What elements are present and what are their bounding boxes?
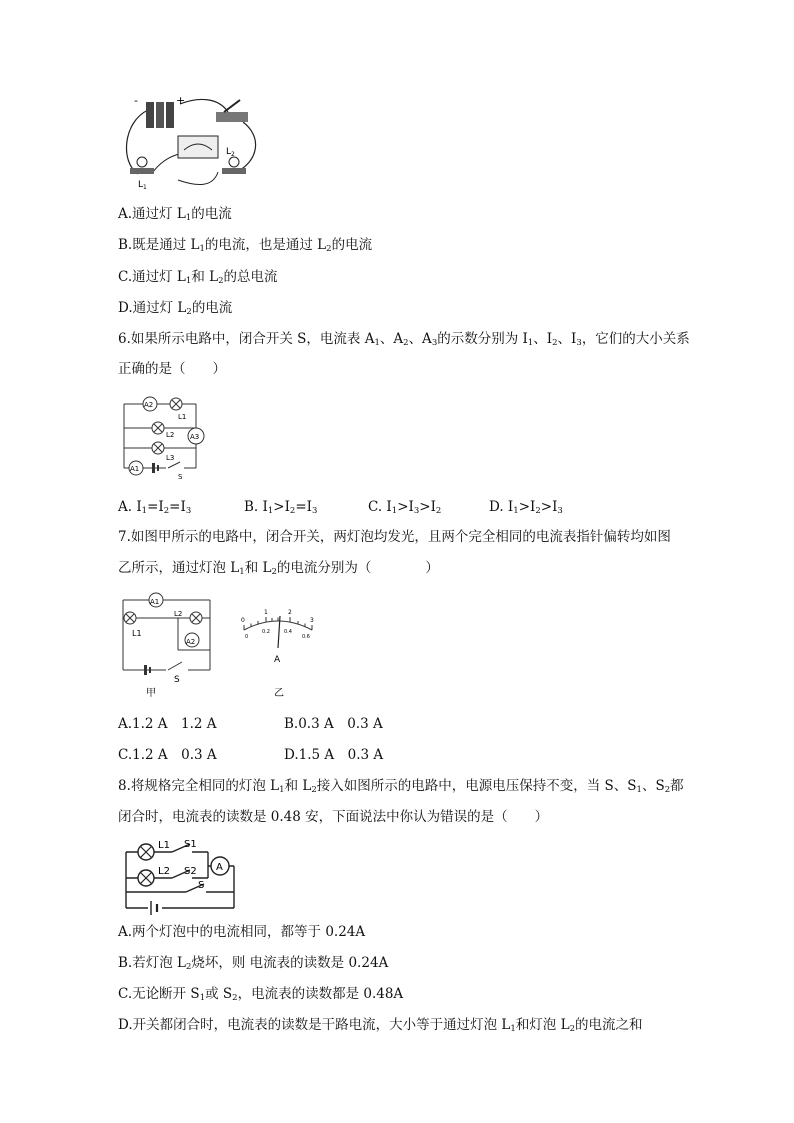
q7-option-a: A.1.2 A 1.2 A xyxy=(118,716,217,732)
ammeter-a2-label: A2 xyxy=(186,638,196,646)
q6-option-a: A. $I_1=I_2=I_3$ xyxy=(118,499,192,516)
q7-meter-figure-yi xyxy=(236,600,320,700)
meter-tick-bottom-3: 0.6 xyxy=(302,634,310,640)
label-l1: $L_1$ xyxy=(138,180,147,191)
q6-options xyxy=(118,498,563,520)
bulb-l2 xyxy=(229,157,239,167)
meter-unit: A xyxy=(274,655,281,665)
q8-option-b: B.若灯泡 $L_2$烧坏，则 电流表的读数是 0.24A xyxy=(118,955,389,972)
q8-option-a: A.两个灯泡中的电流相同，都等于 0.24A xyxy=(118,924,366,940)
meter-tick-bottom-0: 0 xyxy=(245,634,249,640)
battery-cell xyxy=(146,102,154,128)
meter-tick-top-1: 1 xyxy=(264,609,268,616)
q6-circuit-figure xyxy=(118,393,210,481)
q7-options-row2 xyxy=(118,746,383,764)
lamp-l3-label: L3 xyxy=(166,454,175,462)
meter-tick-top-0: 0 xyxy=(241,617,245,624)
q5-option-c: C.通过灯 $L_1$和 $L_2$的总电流 xyxy=(118,269,278,286)
meter-tick-bottom-2: 0.4 xyxy=(284,629,292,635)
ammeter-a2-label: A2 xyxy=(144,401,154,409)
q8-stem-line2: 闭合时，电流表的读数是 0.48 安，下面说法中你认为错误的是（ ） xyxy=(118,809,549,825)
battery-plus: + xyxy=(176,94,186,107)
ammeter-a1-label: A1 xyxy=(150,598,160,606)
q5-option-a: A.通过灯 $L_1$的电流 xyxy=(118,206,232,223)
figure-label-jia: 甲 xyxy=(146,688,156,699)
switch-s2-label: S2 xyxy=(184,866,197,877)
meter-tick-top-2: 2 xyxy=(288,609,292,616)
label-l2: $L_2$ xyxy=(226,147,235,158)
q6-stem-line1: 6.如果所示电路中，闭合开关 S，电流表 $A_1$、$A_2$、$A_3$的示数分别为 $I_1$、$I_2$、$I_3$，它们的大小关系 xyxy=(118,331,690,348)
q7-options-row1 xyxy=(118,715,383,733)
q6-option-c: C. $I_1>I_3>I_2$ xyxy=(368,499,442,516)
q8-stem-line1: 8.将规格完全相同的灯泡 $L_1$和 $L_2$接入如图所示的电路中，电源电压保持不变，当 S、$S_1$、$S_2$都 xyxy=(118,778,684,795)
figure-label-yi: 乙 xyxy=(274,688,284,699)
switch-s1-label: S1 xyxy=(184,839,197,850)
q8-circuit-figure xyxy=(120,838,240,918)
ammeter-a3-label: A3 xyxy=(190,433,200,441)
lamp-l2-label: L2 xyxy=(174,610,183,618)
meter-tick-top-3: 3 xyxy=(310,617,314,624)
q6-option-b: B. $I_1>I_2=I_3$ xyxy=(244,499,318,516)
ammeter-a1-label: A1 xyxy=(130,465,140,473)
ammeter-label: A xyxy=(216,862,223,873)
q6-option-d: D. $I_1>I_2>I_3$ xyxy=(489,499,563,516)
q7-option-b: B.0.3 A 0.3 A xyxy=(284,716,383,732)
q7-option-c: C.1.2 A 0.3 A xyxy=(118,747,217,763)
q6-stem-line2: 正确的是（ ） xyxy=(118,361,226,377)
battery-cell xyxy=(166,102,174,128)
q7-circuit-figure-jia xyxy=(118,588,218,700)
switch-s-label: S xyxy=(174,675,180,685)
lamp-l1-label: L1 xyxy=(158,840,170,851)
q8-option-c: C.无论断开 $S_1$或 $S_2$，电流表的读数都是 0.48A xyxy=(118,986,404,1003)
lamp-l1-label: L1 xyxy=(178,413,187,421)
switch-s-label: S xyxy=(198,880,205,891)
bulb-l1 xyxy=(137,157,147,167)
q5-option-d: D.通过灯 $L_2$的电流 xyxy=(118,300,233,317)
battery-minus: - xyxy=(134,94,138,107)
q5-circuit-figure xyxy=(118,92,268,192)
lamp-l1-label: L1 xyxy=(132,629,142,638)
knife-switch-base xyxy=(216,112,248,122)
q7-stem-line1: 7.如图甲所示的电路中，闭合开关，两灯泡均发光，且两个完全相同的电流表指针偏转均如图 xyxy=(118,529,671,545)
ammeter xyxy=(178,136,218,158)
meter-tick-bottom-1: 0.2 xyxy=(262,629,270,635)
q7-stem-line2: 乙所示，通过灯泡 $L_1$和 $L_2$的电流分别为（ ） xyxy=(118,560,439,577)
lamp-l2-label: L2 xyxy=(166,431,175,439)
q5-option-b: B.既是通过 $L_1$的电流，也是通过 $L_2$的电流 xyxy=(118,237,373,254)
q7-option-d: D.1.5 A 0.3 A xyxy=(284,747,384,763)
battery-cell xyxy=(156,102,164,128)
q8-option-d: D.开关都闭合时，电流表的读数是干路电流，大小等于通过灯泡 $L_1$和灯泡 $L_2$的电流之和 xyxy=(118,1017,643,1034)
switch-s-label: S xyxy=(178,473,183,481)
lamp-l2-label: L2 xyxy=(158,866,170,877)
